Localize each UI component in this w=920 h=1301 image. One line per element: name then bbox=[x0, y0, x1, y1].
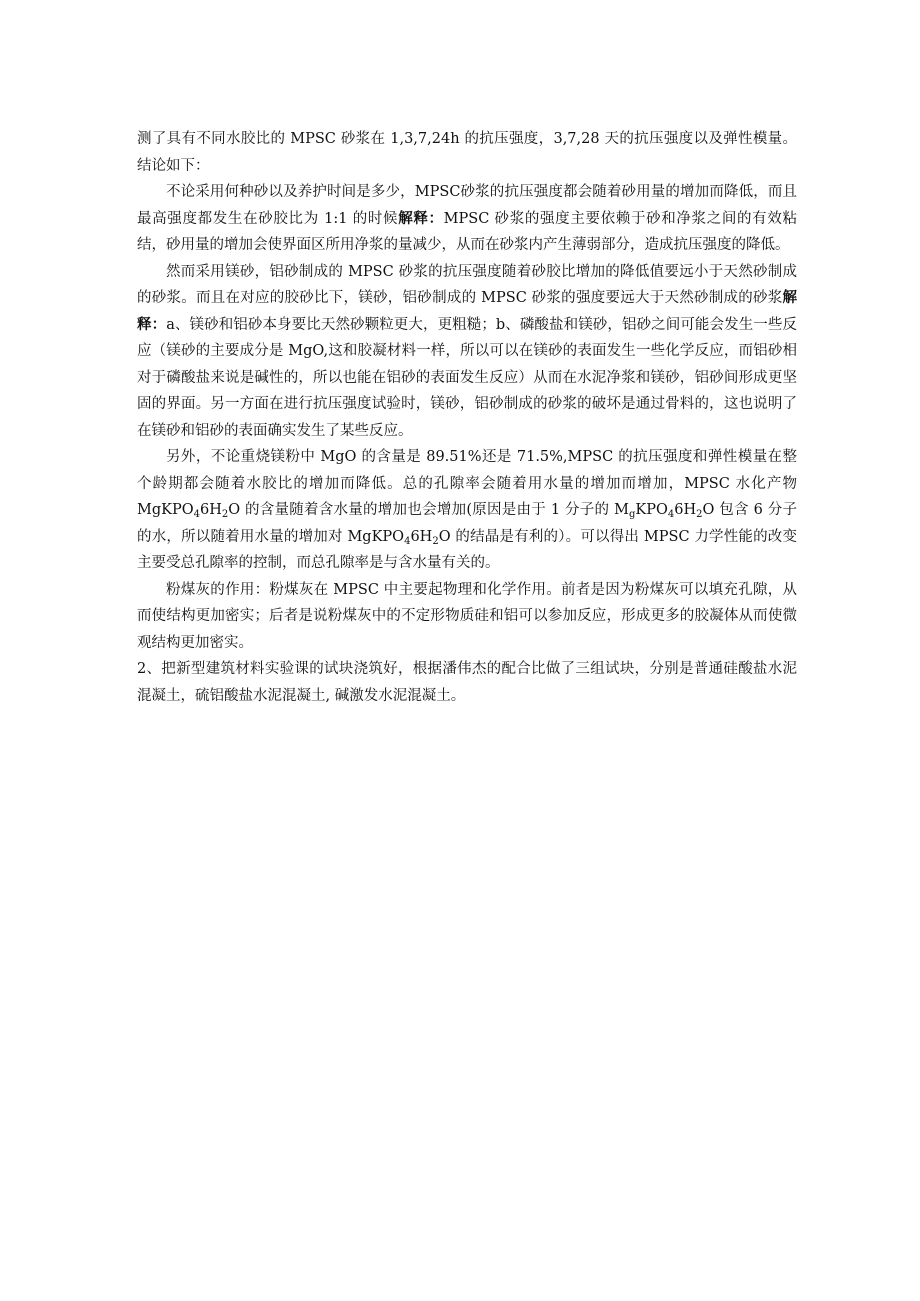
subscript: 4 bbox=[193, 509, 200, 520]
subscript: 2 bbox=[221, 509, 229, 520]
paragraph-sand-amount bbox=[137, 179, 797, 259]
subscript: 4 bbox=[667, 509, 675, 520]
subscript: g bbox=[628, 509, 636, 520]
paragraph-item-2 bbox=[137, 656, 797, 709]
paragraph-fly-ash bbox=[137, 577, 797, 657]
paragraph-magnesia-alumina-sand bbox=[137, 259, 797, 445]
explanation-label: 解释： bbox=[398, 209, 444, 227]
paragraph-water-binder-ratio bbox=[137, 444, 797, 577]
subscript: 4 bbox=[404, 535, 411, 547]
explanation-label: 解释： bbox=[137, 289, 797, 333]
sand-type-explanation: a、镁砂和铝砂本身要比天然砂颗粒更大，更粗糙；b、磷酸盐和镁砂，铝砂之间可能会发生一些反应（镁砂的主要成分是 MgO,这和胶凝材料一样，所以可以在镁砂的表面发生一些化学反应，而铝砂相对于磷酸盐来说是碱性的，所以也能在铝砂的表面发生反应）从而在水泥净浆和镁砂，铝砂间形成更坚固的界面。另一方面在进行抗压强度试验时，镁砂，铝砂制成的砂浆的破坏是通过骨料的，这也说明了在镁砂和铝砂的表面确实发生了某些反应。 bbox=[137, 316, 797, 439]
text-segment: KPO bbox=[635, 502, 668, 518]
text-segment: 另外，不论重烧镁粉中 MgO 的含量是 89.51%还是 71.5%,MPSC 的抗压强度和弹性模量在整个龄期都会随着水胶比的增加而降低。总的孔隙率会随着用水量的增加而增加，MPSC 水化产物 MgKPO bbox=[137, 449, 797, 518]
intro-text: 测了具有不同水胶比的 MPSC 砂浆在 1,3,7,24h 的抗压强度，3,7,28 天的抗压强度以及弹性模量。结论如下： bbox=[137, 131, 797, 174]
text-segment: O 的含量随着含水量的增加也会增加(原因是由于 1 分子的 M bbox=[228, 502, 629, 518]
sand-type-conclusion: 然而采用镁砂，铝砂制成的 MPSC 砂浆的抗压强度随着砂胶比增加的降低值要远小于天然砂制成的砂浆。而且在对应的胶砂比下，镁砂，铝砂制成的 MPSC 砂浆的强度要远大于天然砂制成的砂浆 bbox=[137, 263, 797, 306]
sand-amount-conclusion: 不论采用何种砂以及养护时间是多少，MPSC砂浆的抗压强度都会随着砂用量的增加而降低，而且最高强度都发生在砂胶比为 1:1 的时候 bbox=[137, 184, 797, 227]
fly-ash-text: 粉煤灰的作用：粉煤灰在 MPSC 中主要起物理和化学作用。前者是因为粉煤灰可以填充孔隙，从而使结构更加密实；后者是说粉煤灰中的不定形物质硅和铝可以参加反应，形成更多的胶凝体从而使微观结构更加密实。 bbox=[137, 581, 797, 651]
text-segment: O 的结晶是有利的）。可以得出 MPSC 力学性能的改变主要受总孔隙率的控制，而总孔隙率是与含水量有关的。 bbox=[137, 528, 797, 571]
subscript: 2 bbox=[432, 535, 439, 547]
item-2-text: 2、把新型建筑材料实验课的试块浇筑好，根据潘伟杰的配合比做了三组试块，分别是普通硅酸盐水泥混凝土，硫铝酸盐水泥混凝土, 碱激发水泥混凝土。 bbox=[137, 661, 797, 704]
paragraph-test-intro bbox=[137, 126, 797, 179]
document-page bbox=[137, 126, 797, 709]
text-segment: O 包含 6 分子的水，所以随着用水量的增加对 MgKPO bbox=[137, 502, 797, 545]
text-segment: 6H bbox=[674, 502, 697, 518]
subscript: 2 bbox=[696, 509, 703, 520]
text-segment: 6H bbox=[199, 502, 222, 518]
sand-amount-explanation: MPSC 砂浆的强度主要依赖于砂和净浆之间的有效粘结，砂用量的增加会使界面区所用净浆的量减少，从而在砂浆内产生薄弱部分，造成抗压强度的降低。 bbox=[137, 210, 797, 253]
text-segment: 6H bbox=[410, 528, 433, 545]
